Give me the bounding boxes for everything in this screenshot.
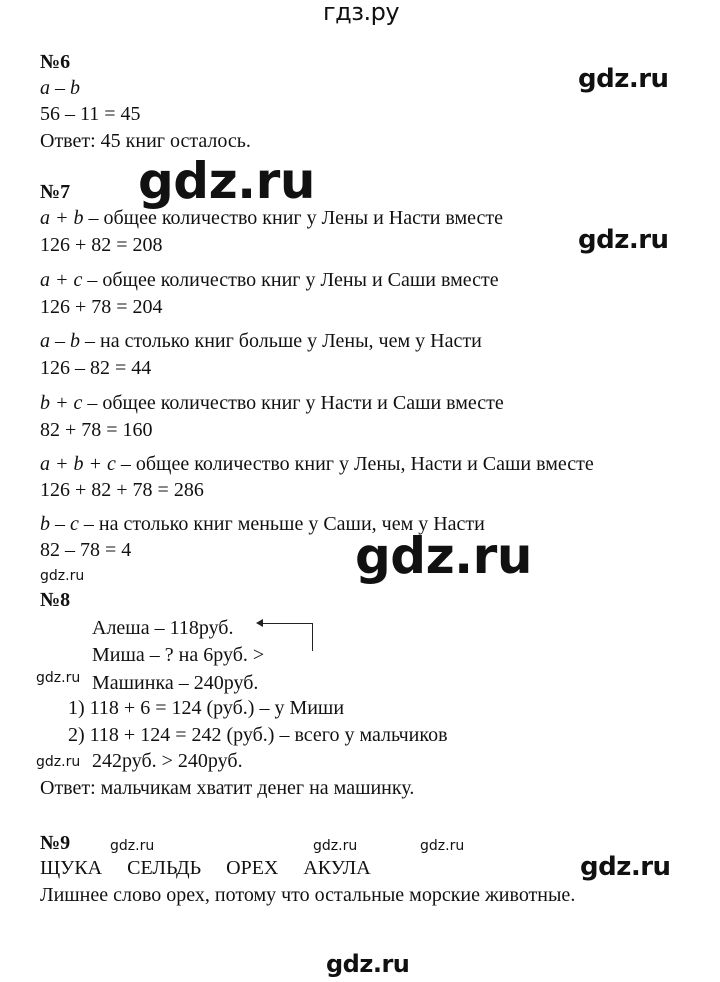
- task-6-answer: Ответ: 45 книг осталось.: [40, 130, 251, 152]
- task-8-compare: 242руб. > 240руб.: [92, 750, 243, 772]
- watermark: gdz.ru: [40, 568, 85, 584]
- arrowhead-icon: [256, 619, 263, 627]
- site-header: гдз.ру: [323, 0, 400, 26]
- task-8-step: 1) 118 + 6 = 124 (руб.) – у Миши: [68, 697, 345, 719]
- task-6-title: №6: [40, 51, 71, 73]
- watermark: gdz.ru: [36, 754, 81, 770]
- task-6-expr: a – b: [40, 77, 80, 99]
- task-7-calc: 126 + 82 = 208: [40, 234, 163, 256]
- task-9-answer: Лишнее слово орех, потому что остальные морские животные.: [40, 884, 576, 906]
- watermark: gdz.ru: [578, 225, 669, 255]
- watermark: gdz.ru: [420, 838, 465, 854]
- watermark: gdz.ru: [313, 838, 358, 854]
- watermark: gdz.ru: [355, 527, 532, 585]
- task-6-calc: 56 – 11 = 45: [40, 103, 141, 125]
- task-8-answer: Ответ: мальчикам хватит денег на машинку.: [40, 777, 415, 799]
- watermark: gdz.ru: [110, 838, 155, 854]
- task-8-title: №8: [40, 589, 71, 611]
- task-8-line: Миша – ? на 6руб. >: [92, 644, 265, 666]
- watermark: gdz.ru: [578, 64, 669, 94]
- task-7-calc: 82 – 78 = 4: [40, 539, 132, 561]
- task-7-line: a + b + c – общее количество книг у Лены, Насти и Саши вместе: [40, 453, 594, 475]
- task-7-calc: 126 + 82 + 78 = 286: [40, 479, 204, 501]
- task-7-line: b + c – общее количество книг у Насти и Саши вместе: [40, 392, 504, 414]
- task-9-title: №9: [40, 832, 71, 854]
- task-8-step: 2) 118 + 124 = 242 (руб.) – всего у мальчиков: [68, 724, 448, 746]
- task-7-calc: 82 + 78 = 160: [40, 419, 153, 441]
- task-8-line: Машинка – 240руб.: [92, 672, 259, 694]
- watermark-footer: gdz.ru: [326, 950, 410, 978]
- task-9-words: ЩУКА СЕЛЬДЬ ОРЕХ АКУЛА: [40, 857, 371, 879]
- task-7-title: №7: [40, 181, 71, 203]
- arrow-icon: [262, 623, 313, 651]
- watermark: gdz.ru: [580, 852, 671, 882]
- task-7-line: b – c – на столько книг меньше у Саши, чем у Насти: [40, 513, 485, 535]
- task-7-calc: 126 – 82 = 44: [40, 357, 152, 379]
- task-7-line: a – b – на столько книг больше у Лены, чем у Насти: [40, 330, 482, 352]
- task-8-line: Алеша – 118руб.: [92, 617, 234, 639]
- task-7-line: a + b – общее количество книг у Лены и Насти вместе: [40, 207, 504, 229]
- task-7-calc: 126 + 78 = 204: [40, 296, 163, 318]
- task-7-line: a + c – общее количество книг у Лены и Саши вместе: [40, 269, 499, 291]
- watermark: gdz.ru: [36, 670, 81, 686]
- watermark: gdz.ru: [138, 152, 315, 210]
